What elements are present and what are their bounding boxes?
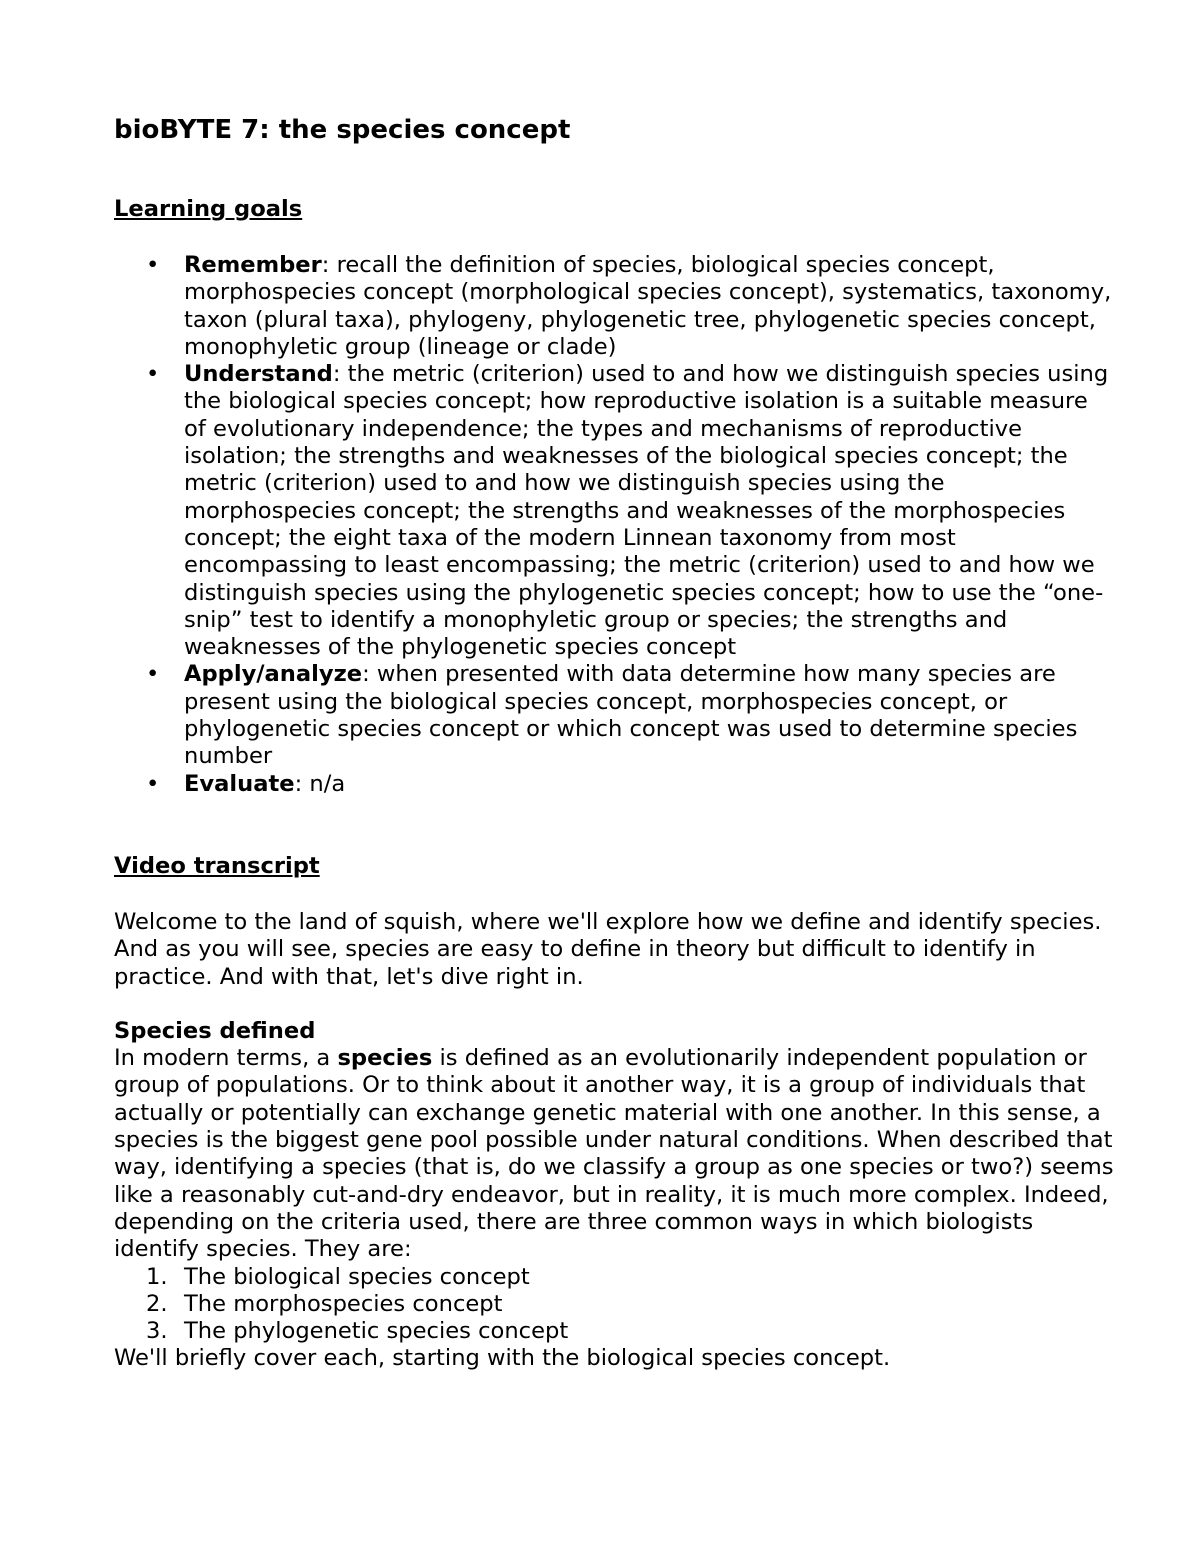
goal-item-evaluate: [114, 771, 1114, 798]
species-defined-heading: Species defined: [114, 1017, 316, 1044]
species-defined-paragraph: [114, 1045, 1114, 1263]
video-transcript-heading: Video transcript: [114, 852, 320, 879]
goal-item-understand: [114, 361, 1114, 661]
list-item: [114, 1318, 1114, 1345]
goal-item-apply-analyze: [114, 661, 1114, 770]
spacer: [114, 991, 1114, 1018]
document-page: [114, 110, 1114, 1373]
list-number: 3.: [146, 1318, 168, 1345]
species-concepts-list: [114, 1264, 1114, 1346]
learning-goals-list: [114, 252, 1114, 798]
goal-text: : recall the definition of species, biological species concept, morphospecies concept (morphological species concept), systematics, taxonomy, taxon (plural taxa), phylogeny, phylogenetic tree, phylogenetic species concept, monophyletic group (lineage or clade): [184, 252, 1112, 360]
bullet-icon: •: [146, 770, 160, 797]
closing-paragraph: We'll briefly cover each, starting with the biological species concept.: [114, 1345, 891, 1372]
list-item: [114, 1264, 1114, 1291]
document-title: bioBYTE 7: the species concept: [114, 115, 571, 145]
goal-term: Evaluate: [184, 770, 295, 797]
transcript-intro: Welcome to the land of squish, where we'll explore how we define and identify species. And as you will see, species are easy to define in theory but difficult to identify in practice. And with that, let's dive right in.: [114, 908, 1102, 990]
list-item-text: The morphospecies concept: [184, 1290, 503, 1317]
goal-term: Remember: [184, 252, 322, 278]
paragraph-lead: In modern terms, a: [114, 1045, 338, 1072]
list-item-text: The biological species concept: [184, 1263, 530, 1290]
spacer: [114, 798, 1114, 853]
goal-term: Understand: [184, 361, 333, 388]
goal-term: Apply/analyze: [184, 661, 363, 688]
learning-goals-heading: Learning goals: [114, 196, 303, 222]
paragraph-body: is defined as an evolutionarily independent population or group of populations. Or to think about it another way, it is a group of individuals that actually or potentially can exchange genetic material with one another. In this sense, a species is the biggest gene pool possible under natural conditions. When described that way, identifying a species (that is, do we classify a group as one species or two?) seems like a reasonably cut-and-dry endeavor, but in reality, it is much more complex. Indeed, depending on the criteria used, there are three common ways in which biologists identify species. They are:: [114, 1045, 1114, 1263]
goal-item-remember: [114, 252, 1114, 361]
goal-text: : when presented with data determine how many species are present using the biological species concept, morphospecies concept, or phylogenetic species concept or which concept was used to determine species number: [184, 661, 1078, 770]
list-number: 2.: [146, 1290, 168, 1317]
list-item-text: The phylogenetic species concept: [184, 1318, 569, 1345]
bullet-icon: •: [146, 361, 160, 388]
species-term: species: [337, 1045, 433, 1072]
goal-text: : n/a: [294, 770, 346, 797]
list-number: 1.: [146, 1263, 168, 1290]
bullet-icon: •: [146, 252, 160, 278]
list-item: [114, 1291, 1114, 1318]
goal-text: : the metric (criterion) used to and how we distinguish species using the biological species concept; how reproductive isolation is a suitable measure of evolutionary independence; the types and mechanisms of reproductive isolation; the strengths and weaknesses of the biological species concept; the metric (criterion) used to and how we distinguish species using the morphospecies concept; the strengths and weaknesses of the morphospecies concept; the eight taxa of the modern Linnean taxonomy from most encompassing to least encompassing; the metric (criterion) used to and how we distinguish species using the phylogenetic species concept; how to use the “one-snip” test to identify a monophyletic group or species; the strengths and weaknesses of the phylogenetic species concept: [184, 361, 1109, 661]
bullet-icon: •: [146, 661, 160, 688]
